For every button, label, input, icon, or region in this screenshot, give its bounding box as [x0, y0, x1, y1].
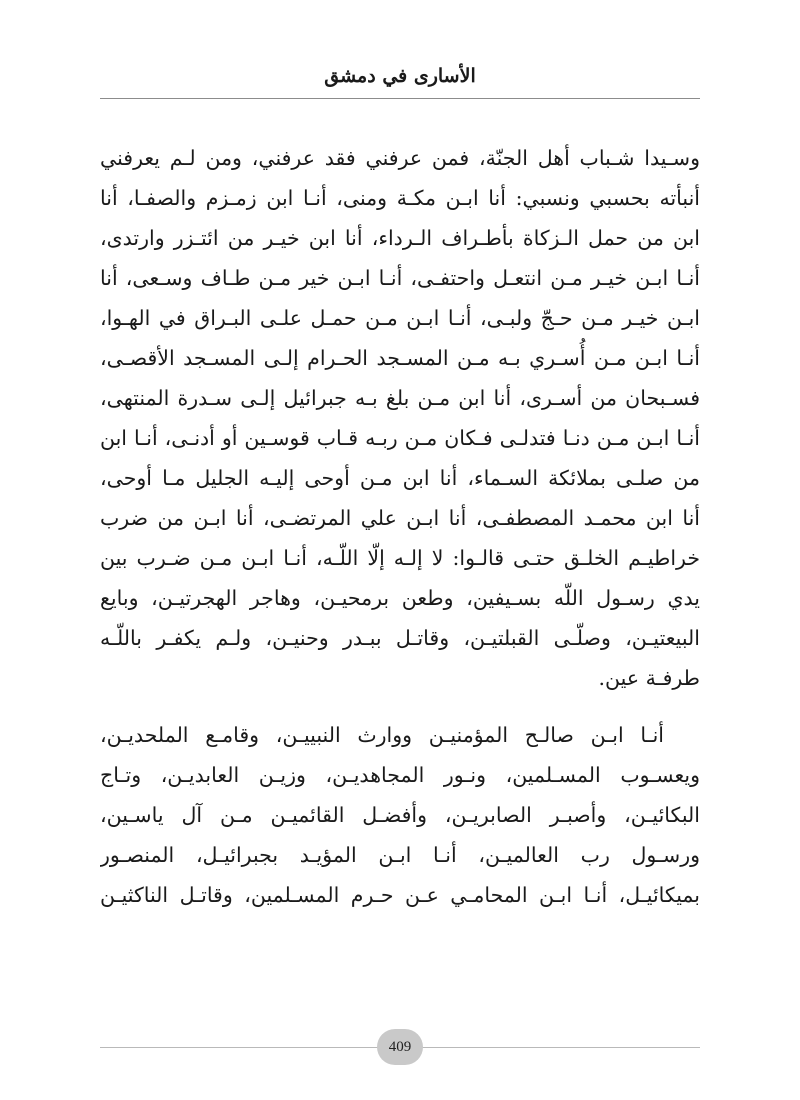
text-line: أنـا ابـن صالـح المؤمنيـن ووارث النبييـن، وقامـع الملحديـن،: [100, 723, 664, 747]
running-header: [100, 56, 700, 99]
page-footer: [100, 1027, 700, 1067]
text-line: البيعتيـن، وصلّـى القبلتيـن، وقاتـل ببـدر وحنيـن، ولـم يكفـر باللّـه: [100, 626, 700, 650]
text-line: يدي رسـول اللّه بسـيفين، وطعن برمحيـن، وهاجر الهجرتيـن، وبايع: [100, 586, 700, 610]
text-line: أنـا ابـن مـن دنـا فتدلـى فـكان مـن ربـه قـاب قوسـين أو أدنـى، أنـا ابن: [100, 426, 700, 450]
text-line: فسـبحان من أسـرى، أنا ابن مـن بلغ بـه جبرائيل إلـى سـدرة المنتهى،: [100, 386, 700, 410]
paragraph: [100, 138, 700, 698]
paragraph: [100, 715, 700, 915]
text-line: وسـيدا شـباب أهل الجنّة، فمن عرفني فقد عرفني، ومن لـم يعرفني: [100, 146, 700, 170]
text-line: أنـا ابـن مـن أُسـري بـه مـن المسـجد الحـرام إلـى المسـجد الأقصـى،: [100, 346, 700, 370]
text-line: أنـا ابـن خيـر مـن انتعـل واحتفـى، أنـا ابـن خير مـن طـاف وسـعى، أنا: [100, 266, 700, 290]
text-line: أنا ابن محمـد المصطفـى، أنا ابـن علي المرتضـى، أنا ابـن من ضرب: [100, 506, 700, 530]
text-line: البكائيـن، وأصبـر الصابريـن، وأفضـل القائميـن مـن آل ياسـين،: [100, 803, 700, 827]
text-line: ويعسـوب المسـلمين، ونـور المجاهديـن، وزيـن العابديـن، وتـاج: [100, 763, 700, 787]
text-line: طرفـة عين.: [598, 666, 700, 690]
text-line: ابـن خيـر مـن حـجّ ولبـى، أنـا ابـن مـن حمـل علـى البـراق في الهـوا،: [100, 306, 700, 330]
text-line: خراطيـم الخلـق حتـى قالـوا: لا إلـه إلّا اللّـه، أنـا ابـن مـن ضـرب بين: [100, 546, 700, 570]
body-text: [100, 138, 700, 915]
text-line: ابن من حمل الـزكاة بأطـراف الـرداء، أنا ابن خيـر من ائتـزر وارتدى،: [100, 226, 700, 250]
header-title: الأسارى في دمشق: [324, 65, 476, 87]
page-number: 409: [377, 1029, 423, 1065]
text-line: من صلـى بملائكة السـماء، أنا ابن مـن أوحى إليـه الجليل مـا أوحى،: [100, 466, 700, 490]
text-line: ورسـول رب العالميـن، أنـا ابـن المؤيـد بجبرائيـل، المنصـور: [100, 843, 700, 867]
text-line: بميكائيـل، أنـا ابـن المحامـي عـن حـرم المسـلمين، وقاتـل الناكثيـن: [100, 883, 700, 907]
text-line: أنبأته بحسبي ونسبي: أنا ابـن مكـة ومنى، أنـا ابن زمـزم والصفـا، أنا: [100, 186, 700, 210]
